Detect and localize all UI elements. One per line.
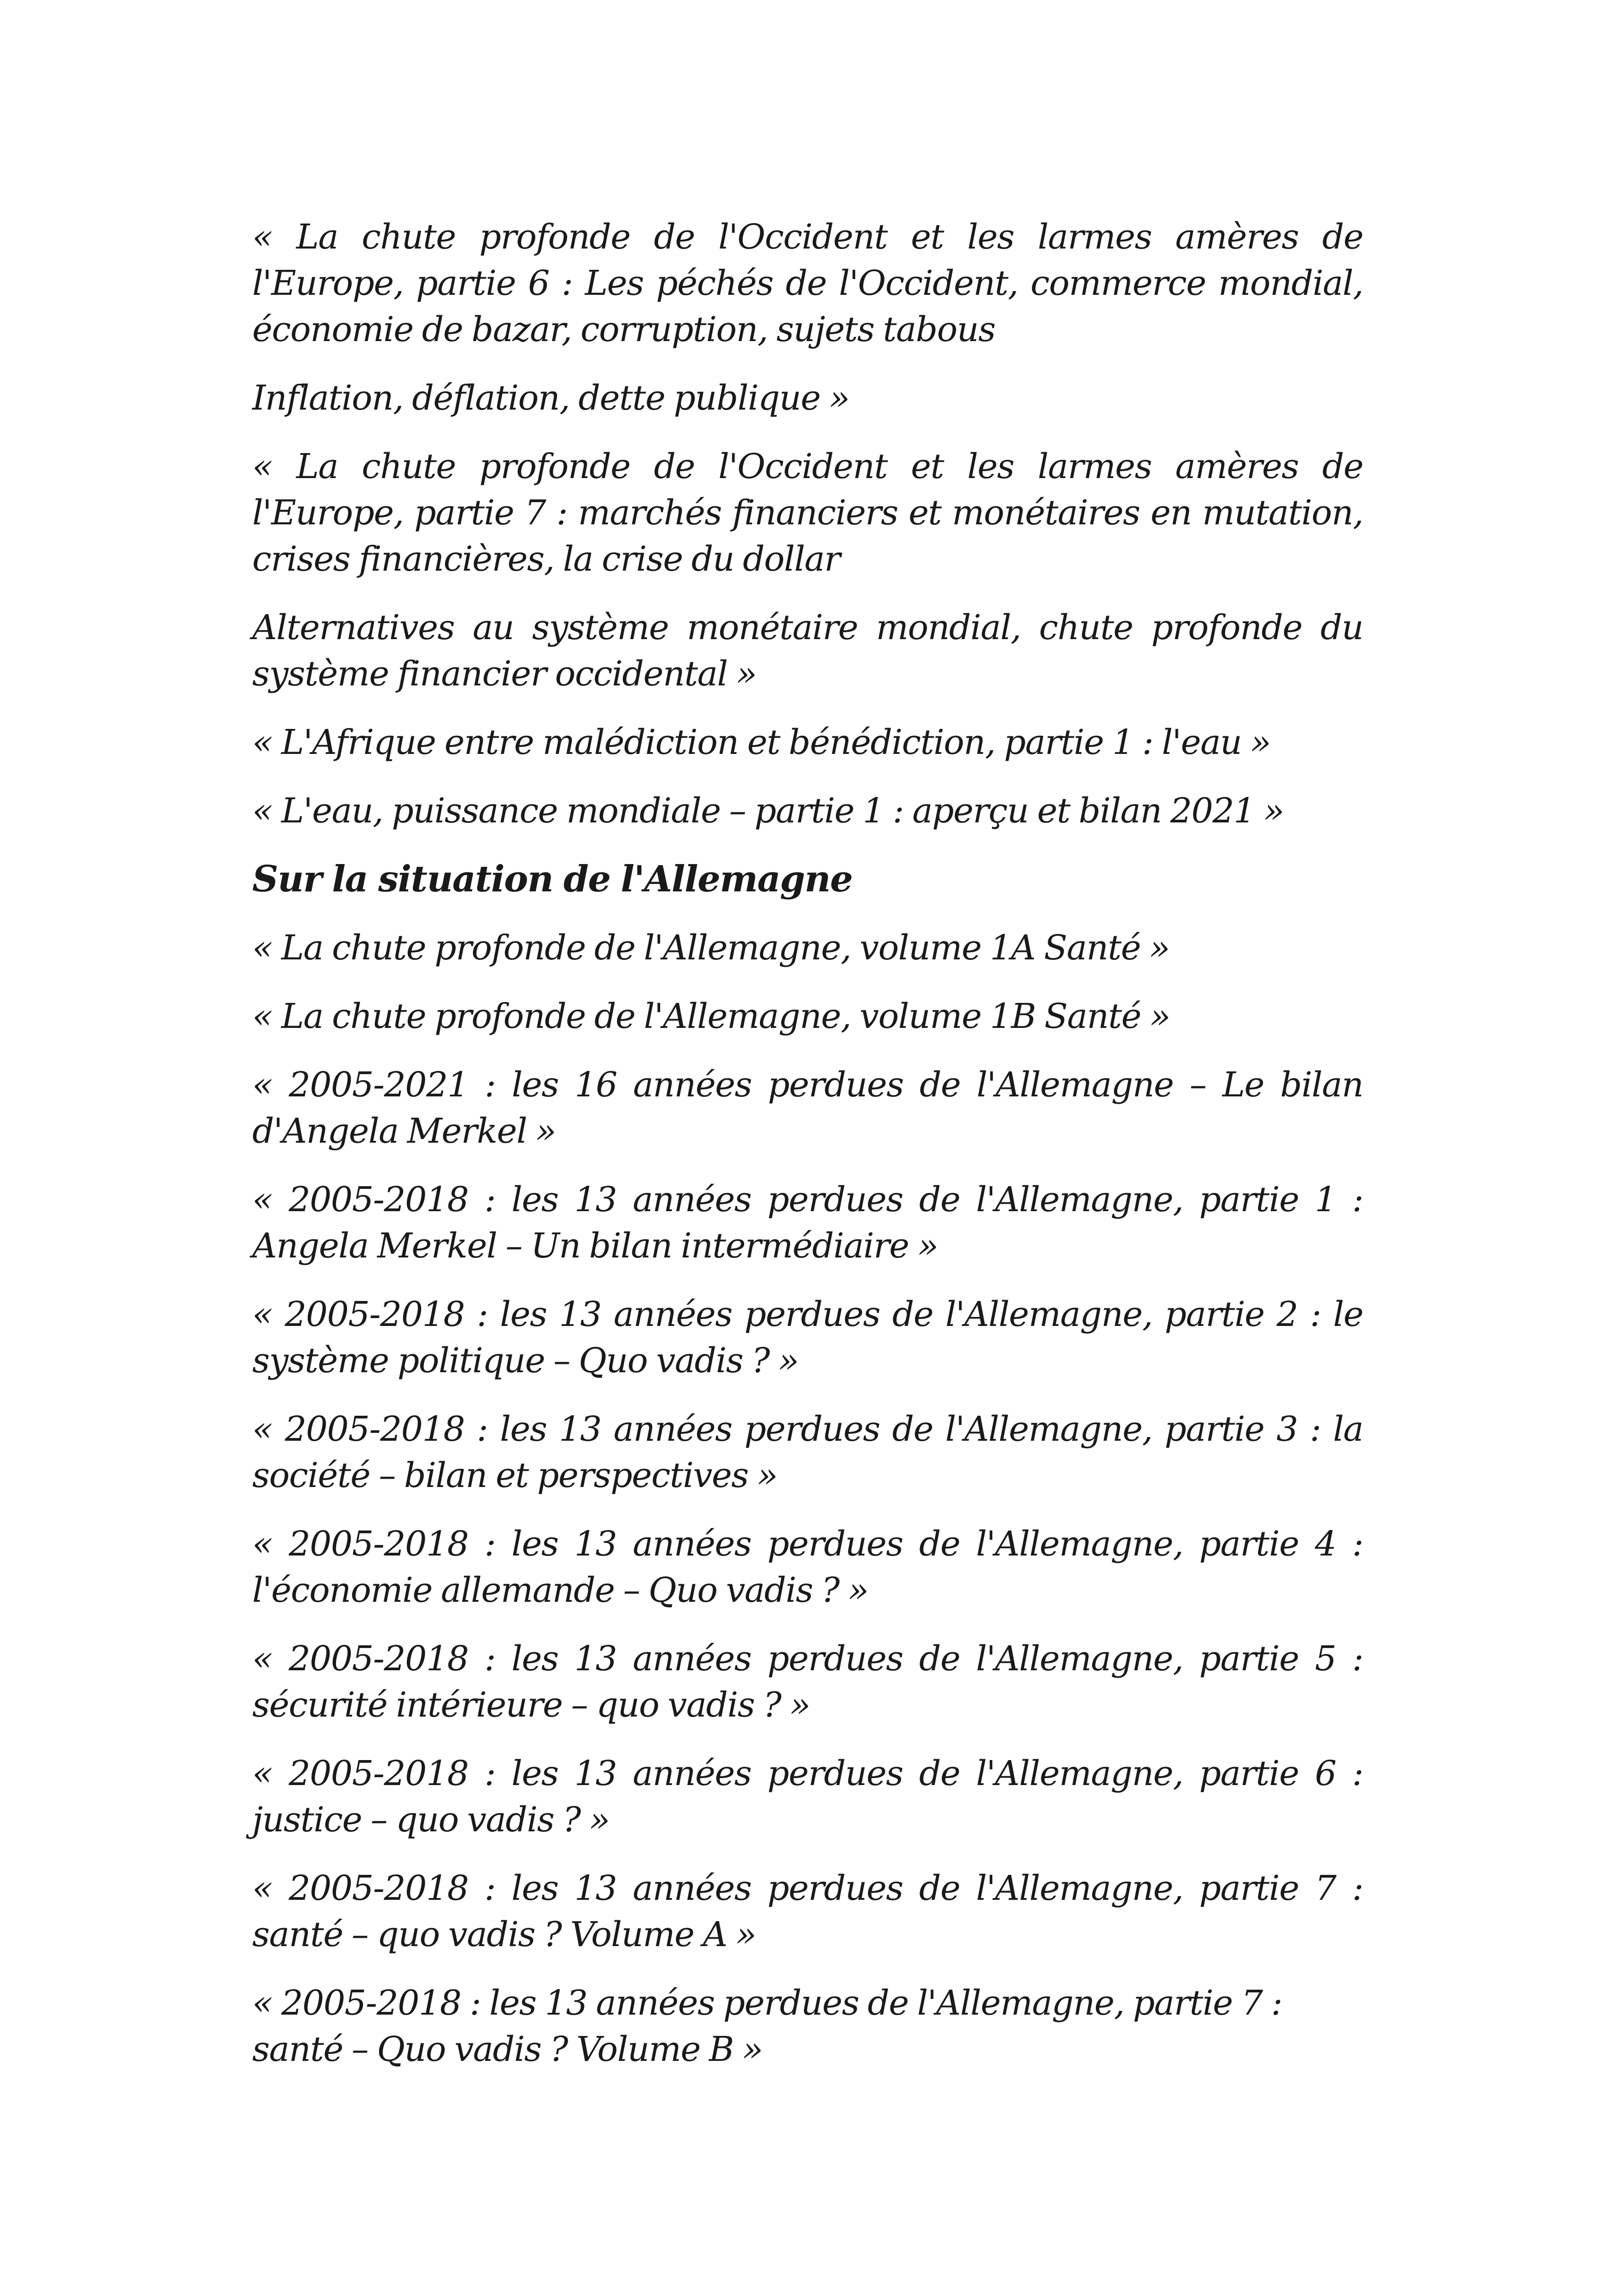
book-entry: Inflation, déflation, dette publique » bbox=[252, 378, 850, 418]
book-entry: « 2005-2021 : les 16 années perdues de l'Allemagne – Le bilan d'Angela Merkel » bbox=[252, 1065, 1363, 1151]
book-entry: Alternatives au système monétaire mondial, chute profonde du système financier occidental » bbox=[252, 608, 1363, 694]
book-entry: « 2005-2018 : les 13 années perdues de l'Allemagne, partie 7 : santé – Quo vadis ? Volume B » bbox=[252, 1983, 1282, 2069]
book-entry: « La chute profonde de l'Occident et les larmes amères de l'Europe, partie 7 : marchés financiers et monétaires en mutation, crises financières, la crise du dollar bbox=[252, 447, 1363, 579]
book-entry: « 2005-2018 : les 13 années perdues de l'Allemagne, partie 1 : Angela Merkel – Un bilan intermédiaire » bbox=[252, 1180, 1363, 1266]
book-entry: « L'Afrique entre malédiction et bénédiction, partie 1 : l'eau » bbox=[252, 722, 1271, 762]
book-entry: « L'eau, puissance mondiale – partie 1 : aperçu et bilan 2021 » bbox=[252, 791, 1284, 831]
book-entry: « La chute profonde de l'Allemagne, volume 1A Santé » bbox=[252, 928, 1170, 968]
book-entry: « 2005-2018 : les 13 années perdues de l'Allemagne, partie 2 : le système politique – Quo vadis ? » bbox=[252, 1294, 1363, 1381]
book-entry: « 2005-2018 : les 13 années perdues de l'Allemagne, partie 6 : justice – quo vadis ? » bbox=[252, 1754, 1363, 1840]
book-entry: « La chute profonde de l'Occident et les larmes amères de l'Europe, partie 6 : Les péchés de l'Occident, commerce mondial, économie de bazar, corruption, sujets tabous bbox=[252, 217, 1363, 349]
book-entry: « La chute profonde de l'Allemagne, volume 1B Santé » bbox=[252, 996, 1170, 1036]
document-page bbox=[252, 214, 1363, 2095]
book-entry: « 2005-2018 : les 13 années perdues de l'Allemagne, partie 7 : santé – quo vadis ? Volume A » bbox=[252, 1868, 1363, 1954]
book-entry: « 2005-2018 : les 13 années perdues de l'Allemagne, partie 3 : la société – bilan et perspectives » bbox=[252, 1409, 1363, 1495]
book-entry: « 2005-2018 : les 13 années perdues de l'Allemagne, partie 5 : sécurité intérieure – quo vadis ? » bbox=[252, 1639, 1363, 1725]
section-heading: Sur la situation de l'Allemagne bbox=[252, 858, 853, 900]
book-entry: « 2005-2018 : les 13 années perdues de l'Allemagne, partie 4 : l'économie allemande – Quo vadis ? » bbox=[252, 1524, 1363, 1610]
